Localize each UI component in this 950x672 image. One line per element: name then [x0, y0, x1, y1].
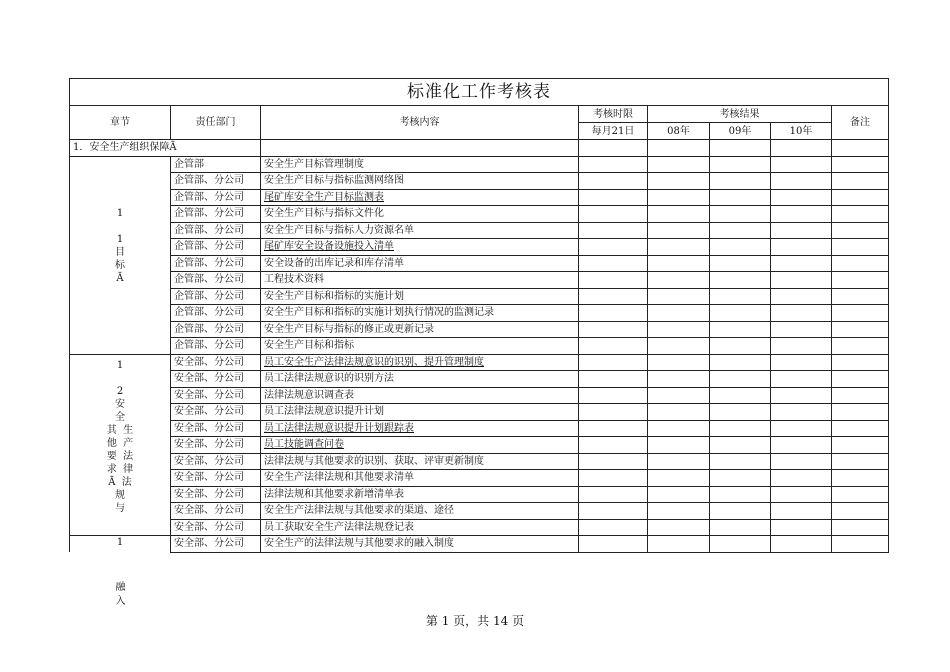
empty-cell [832, 288, 889, 305]
chapter-char [70, 553, 171, 567]
empty-cell [710, 140, 771, 157]
empty-cell [771, 255, 832, 272]
empty-cell [771, 486, 832, 503]
content-cell: 安全生产目标与指标的修正或更新记录 [261, 321, 579, 338]
empty-cell [832, 206, 889, 223]
underlined-text: 尾矿库安全生产目标监测表 [264, 191, 384, 203]
empty-cell [648, 536, 710, 553]
empty-cell [579, 272, 648, 289]
table-row [70, 173, 889, 190]
empty-cell [648, 338, 710, 355]
content-cell: 安全生产的法律法规与其他要求的融入制度 [261, 536, 579, 553]
empty-cell [648, 321, 710, 338]
department-cell: 企管部、分公司 [171, 338, 261, 355]
empty-cell [648, 503, 710, 520]
content-cell: 安全生产目标与指标人力资源名单 [261, 222, 579, 239]
empty-cell [648, 453, 710, 470]
department-cell: 企管部、分公司 [171, 206, 261, 223]
table-row [70, 437, 889, 454]
empty-cell [771, 453, 832, 470]
empty-cell [710, 453, 771, 470]
empty-cell [771, 503, 832, 520]
content-cell: 安全生产目标和指标的实施计划执行情况的监测记录 [261, 305, 579, 322]
empty-cell [710, 404, 771, 421]
table-row [70, 321, 889, 338]
empty-cell [648, 519, 710, 536]
empty-cell [832, 453, 889, 470]
header-remark: 备注 [832, 106, 889, 140]
empty-cell [832, 519, 889, 536]
empty-cell [710, 536, 771, 553]
content-cell: 安全生产目标和指标的实施计划 [261, 288, 579, 305]
empty-cell [579, 519, 648, 536]
table-row [70, 519, 889, 536]
empty-cell [648, 206, 710, 223]
empty-cell [710, 470, 771, 487]
underlined-text: 员工法律法规意识提升计划跟踪表 [264, 422, 414, 434]
empty-cell [832, 470, 889, 487]
department-cell: 企管部、分公司 [171, 272, 261, 289]
empty-cell [579, 156, 648, 173]
empty-cell [648, 140, 710, 157]
empty-cell [648, 371, 710, 388]
department-cell: 企管部、分公司 [171, 255, 261, 272]
empty-cell [832, 173, 889, 190]
table-row [70, 338, 889, 355]
department-cell: 安全部、分公司 [171, 354, 261, 371]
empty-cell [648, 420, 710, 437]
table-row [70, 239, 889, 256]
sheet-title: 标准化工作考核表 [70, 79, 889, 106]
empty-cell [710, 371, 771, 388]
empty-cell [710, 239, 771, 256]
content-cell: 员工获取安全生产法律法规登记表 [261, 519, 579, 536]
content-cell: 安全生产目标与指标文件化 [261, 206, 579, 223]
empty-cell [579, 354, 648, 371]
content-cell: 安全生产法律法规与其他要求的渠道、途径 [261, 503, 579, 520]
empty-cell [771, 288, 832, 305]
empty-cell [710, 173, 771, 190]
empty-cell [579, 239, 648, 256]
content-cell [261, 239, 579, 256]
department-cell: 企管部、分公司 [171, 173, 261, 190]
header-result: 考核结果 [648, 106, 832, 123]
content-cell: 工程技术资料 [261, 272, 579, 289]
empty-cell [771, 387, 832, 404]
empty-cell [648, 222, 710, 239]
table-row [70, 371, 889, 388]
empty-cell [579, 255, 648, 272]
empty-cell [710, 519, 771, 536]
content-cell [261, 354, 579, 371]
empty-cell [710, 338, 771, 355]
content-cell: 安全设备的出库记录和库存清单 [261, 255, 579, 272]
empty-cell [832, 536, 889, 553]
chapter-char: 融 [115, 582, 126, 593]
empty-cell [648, 173, 710, 190]
table-row [70, 387, 889, 404]
chapter-label: 1 [116, 537, 124, 548]
department-cell: 企管部、分公司 [171, 305, 261, 322]
header-department: 责任部门 [171, 106, 261, 140]
department-cell: 安全部、分公司 [171, 503, 261, 520]
department-cell: 安全部、分公司 [171, 486, 261, 503]
empty-cell [771, 206, 832, 223]
empty-cell [832, 272, 889, 289]
chapter-overflow-text [70, 553, 171, 609]
empty-cell [832, 371, 889, 388]
empty-cell [261, 140, 579, 157]
department-cell: 安全部、分公司 [171, 371, 261, 388]
empty-cell [710, 156, 771, 173]
empty-cell [648, 156, 710, 173]
table-row [70, 404, 889, 421]
assessment-table [69, 78, 889, 553]
empty-cell [771, 189, 832, 206]
header-content: 考核内容 [261, 106, 579, 140]
empty-cell [648, 470, 710, 487]
department-cell: 安全部、分公司 [171, 470, 261, 487]
empty-cell [579, 503, 648, 520]
empty-cell [710, 272, 771, 289]
empty-cell [771, 519, 832, 536]
content-cell: 安全生产法律法规和其他要求清单 [261, 470, 579, 487]
empty-cell [579, 437, 648, 454]
empty-cell [579, 338, 648, 355]
empty-cell [771, 404, 832, 421]
empty-cell [832, 404, 889, 421]
table-row [70, 486, 889, 503]
table-row [70, 503, 889, 520]
page-footer: 第 1 页，共 14 页 [425, 614, 525, 628]
content-cell: 安全生产目标和指标 [261, 338, 579, 355]
department-cell: 企管部、分公司 [171, 321, 261, 338]
empty-cell [648, 239, 710, 256]
empty-cell [832, 255, 889, 272]
empty-cell [832, 156, 889, 173]
empty-cell [832, 305, 889, 322]
department-cell: 安全部、分公司 [171, 453, 261, 470]
content-cell [261, 189, 579, 206]
department-cell: 企管部 [171, 156, 261, 173]
table-row [70, 288, 889, 305]
department-cell: 安全部、分公司 [171, 519, 261, 536]
empty-cell [579, 305, 648, 322]
underlined-text: 尾矿库安全设备设施投入清单 [264, 241, 394, 253]
department-cell: 企管部、分公司 [171, 222, 261, 239]
chapter-label: 1 1 目 标 Ā [115, 207, 125, 284]
table-row [70, 272, 889, 289]
empty-cell [579, 140, 648, 157]
empty-cell [710, 255, 771, 272]
chapter-cell [70, 354, 171, 536]
empty-cell [832, 387, 889, 404]
empty-cell [771, 338, 832, 355]
department-cell: 安全部、分公司 [171, 536, 261, 553]
empty-cell [832, 338, 889, 355]
empty-cell [648, 354, 710, 371]
empty-cell [579, 387, 648, 404]
department-cell: 安全部、分公司 [171, 420, 261, 437]
empty-cell [771, 140, 832, 157]
empty-cell [648, 437, 710, 454]
empty-cell [771, 354, 832, 371]
empty-cell [832, 239, 889, 256]
table-row [70, 354, 889, 371]
empty-cell [832, 140, 889, 157]
content-cell [261, 437, 579, 454]
table-row [70, 305, 889, 322]
empty-cell [579, 222, 648, 239]
header-period: 考核时限 [579, 106, 648, 123]
underlined-text: 员工安全生产法律法规意识的识别、提升管理制度 [264, 356, 484, 368]
header-year: 10年 [771, 123, 832, 140]
empty-cell [579, 536, 648, 553]
empty-cell [771, 536, 832, 553]
table-row [70, 453, 889, 470]
empty-cell [648, 387, 710, 404]
table-row [70, 420, 889, 437]
department-cell: 安全部、分公司 [171, 404, 261, 421]
section-title: 1．安全生产组织保障Ā [70, 140, 261, 157]
empty-cell [579, 321, 648, 338]
department-cell: 企管部、分公司 [171, 288, 261, 305]
empty-cell [710, 503, 771, 520]
empty-cell [648, 255, 710, 272]
table-row [70, 222, 889, 239]
department-cell: 企管部、分公司 [171, 239, 261, 256]
empty-cell [771, 420, 832, 437]
empty-cell [832, 189, 889, 206]
empty-cell [710, 387, 771, 404]
empty-cell [832, 354, 889, 371]
underlined-text: 员工技能调查问卷 [264, 439, 344, 451]
empty-cell [710, 437, 771, 454]
empty-cell [771, 470, 832, 487]
empty-cell [648, 189, 710, 206]
department-cell: 安全部、分公司 [171, 437, 261, 454]
empty-cell [648, 305, 710, 322]
empty-cell [710, 321, 771, 338]
empty-cell [710, 486, 771, 503]
department-cell: 企管部、分公司 [171, 189, 261, 206]
empty-cell [832, 420, 889, 437]
empty-cell [710, 288, 771, 305]
empty-cell [648, 486, 710, 503]
content-cell: 安全生产目标管理制度 [261, 156, 579, 173]
empty-cell [579, 420, 648, 437]
content-cell: 安全生产目标与指标监测网络图 [261, 173, 579, 190]
empty-cell [710, 222, 771, 239]
empty-cell [771, 437, 832, 454]
empty-cell [771, 305, 832, 322]
chapter-char [70, 567, 171, 581]
empty-cell [579, 189, 648, 206]
empty-cell [710, 354, 771, 371]
empty-cell [771, 239, 832, 256]
department-cell: 安全部、分公司 [171, 387, 261, 404]
table-row [70, 189, 889, 206]
chapter-cell [70, 156, 171, 354]
content-cell: 员工法律法规意识的识别方法 [261, 371, 579, 388]
empty-cell [771, 173, 832, 190]
empty-cell [579, 404, 648, 421]
empty-cell [710, 305, 771, 322]
empty-cell [832, 503, 889, 520]
empty-cell [771, 272, 832, 289]
table-row [70, 156, 889, 173]
empty-cell [832, 321, 889, 338]
empty-cell [579, 486, 648, 503]
empty-cell [579, 371, 648, 388]
empty-cell [579, 453, 648, 470]
header-period-sub: 每月21日 [579, 123, 648, 140]
empty-cell [648, 272, 710, 289]
empty-cell [579, 206, 648, 223]
empty-cell [579, 470, 648, 487]
empty-cell [771, 321, 832, 338]
assessment-sheet [69, 78, 889, 553]
content-cell: 员工法律法规意识提升计划 [261, 404, 579, 421]
empty-cell [579, 288, 648, 305]
empty-cell [648, 404, 710, 421]
table-row [70, 470, 889, 487]
chapter-label: 1 2 安 全 其 生 他 产 要 法 求 律 Ā 法 规 与 [106, 359, 134, 514]
content-cell: 法律法规和其他要求新增清单表 [261, 486, 579, 503]
empty-cell [710, 420, 771, 437]
content-cell [261, 420, 579, 437]
empty-cell [771, 222, 832, 239]
empty-cell [832, 486, 889, 503]
empty-cell [710, 189, 771, 206]
content-cell: 法律法规意识调查表 [261, 387, 579, 404]
table-row [70, 536, 889, 553]
empty-cell [832, 222, 889, 239]
empty-cell [710, 206, 771, 223]
chapter-cell [70, 536, 171, 553]
content-cell: 法律法规与其他要求的识别、获取、评审更新制度 [261, 453, 579, 470]
empty-cell [648, 288, 710, 305]
empty-cell [771, 156, 832, 173]
empty-cell [832, 437, 889, 454]
header-year: 08年 [648, 123, 710, 140]
table-row [70, 255, 889, 272]
empty-cell [771, 371, 832, 388]
chapter-char: 入 [115, 596, 126, 607]
empty-cell [579, 173, 648, 190]
header-chapter: 章节 [70, 106, 171, 140]
header-year: 09年 [710, 123, 771, 140]
table-row [70, 206, 889, 223]
